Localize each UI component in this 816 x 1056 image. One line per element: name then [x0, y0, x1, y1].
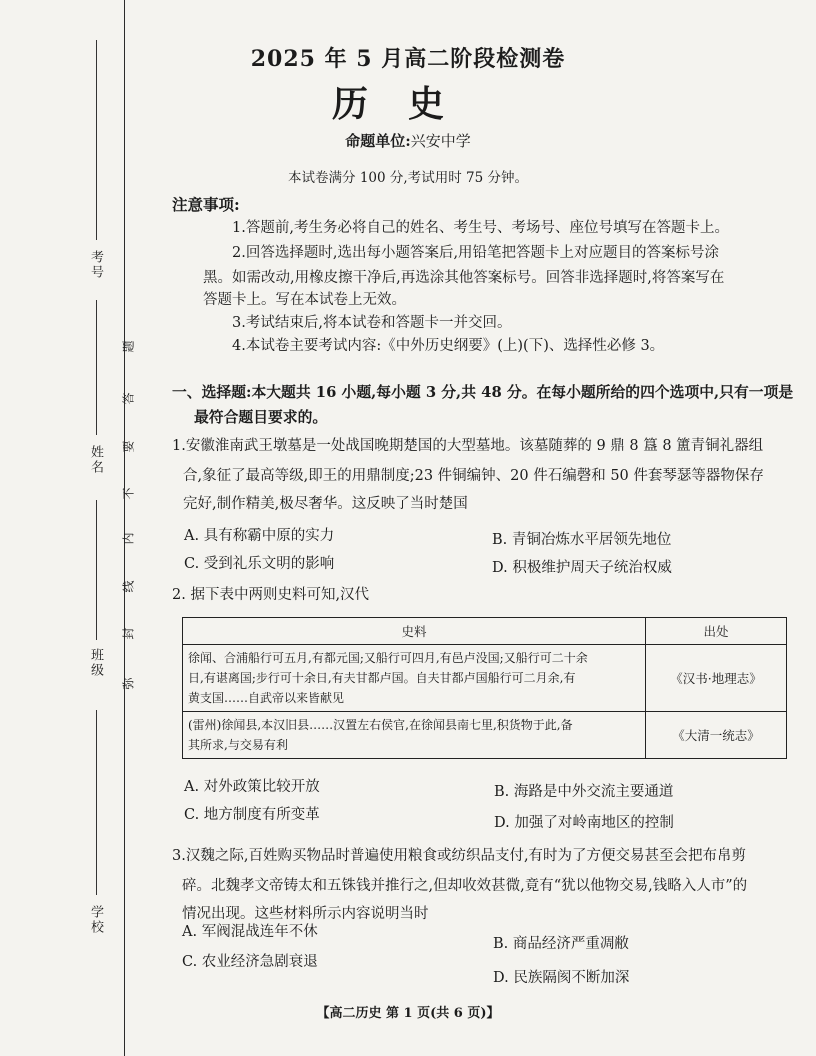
q1-option-d: D. 积极维护周天子统治权威 — [492, 560, 672, 576]
note-line: 3.考试结束后,将本试卷和答题卡一并交回。 — [232, 315, 512, 331]
seal-char: 答 — [121, 392, 136, 405]
score-info: 本试卷满分 100 分,考试用时 75 分钟。 — [288, 170, 528, 186]
q1-stem-line: 完好,制作精美,极尽奢华。这反映了当时楚国 — [183, 496, 468, 512]
table-header-row — [183, 618, 787, 645]
q2-option-c: C. 地方制度有所变革 — [184, 807, 320, 823]
setter-unit-label: 命题单位: — [345, 132, 411, 150]
table-row — [183, 712, 787, 759]
exam-no-label: 考号 — [88, 250, 103, 280]
q3-stem-line: 碎。北魏孝文帝铸太和五铢钱并推行之,但却收效甚微,竟有“犹以他物交易,钱略入人市”的 — [182, 878, 748, 894]
q2-stem: 2. 据下表中两则史料可知,汉代 — [172, 587, 370, 603]
q3-option-a: A. 军阀混战连年不休 — [182, 924, 318, 940]
section-heading: 一、选择题:本大题共 16 小题,每小题 3 分,共 48 分。在每小题所给的四个选项中,只有一项是 — [172, 384, 794, 401]
note-line: 4.本试卷主要考试内容:《中外历史纲要》(上)(下)、选择性必修 3。 — [232, 338, 665, 354]
name-blank — [96, 300, 97, 435]
table-header-source: 史料 — [183, 618, 646, 645]
table-cell-source — [183, 645, 646, 712]
seal-char: 不 — [121, 487, 136, 500]
note-line: 2.回答选择题时,选出每小题答案后,用铅笔把答题卡上对应题目的答案标号涂 — [232, 245, 720, 261]
table-row — [183, 645, 787, 712]
source-line: 黄支国……自武帝以来皆献见 — [188, 691, 345, 705]
seal-char: 内 — [121, 532, 136, 545]
table-cell-source — [183, 712, 646, 759]
q1-stem-line: 1.安徽淮南武王墩墓是一处战国晚期楚国的大型墓地。该墓随葬的 9 鼎 8 簋 8 簠青铜礼器组 — [172, 438, 764, 454]
seal-char: 题 — [121, 340, 136, 353]
page-footer: 【高二历史 第 1 页(共 6 页)】 — [316, 1006, 500, 1021]
name-label: 姓名 — [88, 445, 103, 475]
notes-title: 注意事项: — [172, 195, 240, 214]
q2-option-a: A. 对外政策比较开放 — [184, 779, 320, 795]
q2-option-b: B. 海路是中外交流主要通道 — [494, 784, 674, 800]
seal-char: 弥 — [121, 677, 136, 690]
q3-option-d: D. 民族隔阂不断加深 — [493, 970, 630, 986]
class-label: 班级 — [88, 648, 103, 678]
q3-stem-line: 情况出现。这些材料所示内容说明当时 — [182, 906, 429, 922]
setter-unit-name: 兴安中学 — [410, 132, 471, 150]
school-label: 学校 — [88, 905, 103, 935]
school-blank — [96, 710, 97, 895]
q3-option-b: B. 商品经济严重凋敝 — [493, 936, 629, 952]
binding-line — [124, 0, 125, 1056]
section-heading-cont: 最符合题目要求的。 — [194, 409, 328, 426]
source-line: (雷州)徐闻县,本汉旧县……汉置左右侯官,在徐闻县南七里,积货物于此,备 — [188, 718, 573, 732]
source-line: 其所求,与交易有利 — [188, 738, 288, 752]
q1-option-b: B. 青铜冶炼水平居领先地位 — [492, 532, 672, 548]
q3-option-c: C. 农业经济急剧衰退 — [182, 954, 318, 970]
seal-char: 线 — [121, 580, 136, 593]
table-cell-origin: 《汉书·地理志》 — [646, 645, 787, 712]
seal-char: 要 — [121, 440, 136, 453]
q2-source-table — [182, 617, 787, 759]
q1-stem-line: 合,象征了最高等级,即王的用鼎制度;23 件铜编钟、20 件石编磬和 50 件套琴瑟等器物保存 — [183, 468, 764, 484]
table-header-origin: 出处 — [646, 618, 787, 645]
q1-option-c: C. 受到礼乐文明的影响 — [184, 556, 335, 572]
q3-stem-line: 3.汉魏之际,百姓购买物品时普遍使用粮食或纺织品支付,有时为了方便交易甚至会把布帛剪 — [172, 848, 747, 864]
subject-title: 历史 — [331, 83, 484, 125]
note-line: 1.答题前,考生务必将自己的姓名、考生号、考场号、座位号填写在答题卡上。 — [232, 220, 729, 236]
class-blank — [96, 500, 97, 640]
setter-unit — [0, 130, 816, 151]
q1-option-a: A. 具有称霸中原的实力 — [184, 528, 335, 544]
table-cell-origin: 《大清一统志》 — [646, 712, 787, 759]
note-line: 黑。如需改动,用橡皮擦干净后,再选涂其他答案标号。回答非选择题时,将答案写在 — [203, 270, 725, 286]
source-line: 日,有谌离国;步行可十余日,有夫甘都卢国。自夫甘都卢国船行可二月余,有 — [188, 671, 576, 685]
exam-title: 2025 年 5 月高二阶段检测卷 — [250, 46, 566, 72]
note-line: 答题卡上。写在本试卷上无效。 — [203, 292, 406, 308]
source-line: 徐闻、合浦船行可五月,有都元国;又船行可四月,有邑卢没国;又船行可二十余 — [188, 651, 588, 665]
seal-char: 封 — [121, 627, 136, 640]
q2-option-d: D. 加强了对岭南地区的控制 — [494, 815, 674, 831]
